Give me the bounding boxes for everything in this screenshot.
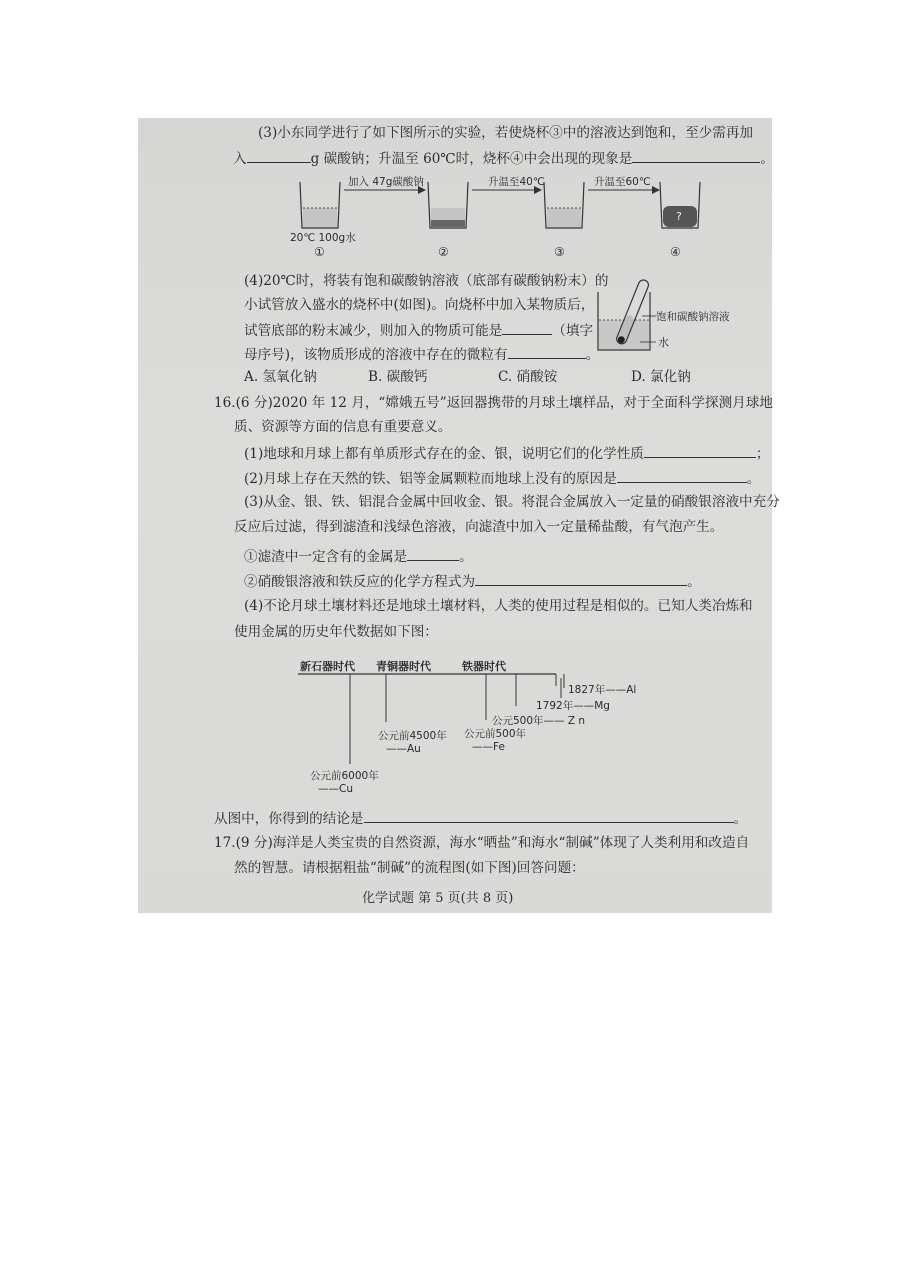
- fe-year-label: 公元前500年: [464, 728, 527, 740]
- tube-label-water: 水: [658, 336, 669, 349]
- answer-blank[interactable]: [644, 443, 756, 458]
- q15-part4-line1: (4)20℃时，将装有饱和碳酸钠溶液（底部有碳酸钠粉末）的: [244, 273, 609, 289]
- era-neolithic: 新石器时代: [300, 660, 355, 673]
- fe-element-label: ——Fe: [472, 741, 505, 753]
- arrow2-label: 升温至40℃: [488, 176, 545, 188]
- beaker-1: [300, 182, 340, 228]
- q16-part4-line2: 使用金属的历史年代数据如下图：: [234, 624, 438, 640]
- q15-part3-line1: (3)小东同学进行了如下图所示的实验，若使烧杯③中的溶液达到饱和，至少需再加: [258, 125, 754, 141]
- q16-part2: (2)月球上存在天然的铁、铝等金属颗粒而地球上没有的原因是 。: [244, 468, 760, 488]
- q15-part4-line3: 试管底部的粉末减少，则加入的物质可能是 （填字: [244, 320, 593, 340]
- answer-blank[interactable]: [364, 808, 734, 823]
- cu-year-label: 公元前6000年: [310, 770, 379, 782]
- option-d: D. 氯化钠: [631, 369, 691, 385]
- au-year-label: 公元前4500年: [378, 730, 447, 742]
- q16-conclusion: 从图中，你得到的结论是 。: [214, 808, 747, 828]
- q16-part4-line1: (4)不论月球土壤材料还是地球土壤材料，人类的使用过程是相似的。已知人类冶炼和: [244, 598, 753, 614]
- beaker-number-4: ④: [670, 245, 681, 259]
- era-iron: 铁器时代: [462, 660, 506, 673]
- arrow3-label: 升温至60℃: [594, 176, 651, 188]
- beaker4-question-mark: ?: [676, 210, 682, 223]
- beaker-number-3: ③: [554, 245, 565, 259]
- tube-label-solution: 饱和碳酸钠溶液: [656, 311, 730, 323]
- answer-blank[interactable]: [617, 468, 747, 483]
- beaker-3: [544, 182, 584, 228]
- era-bronze: 青铜器时代: [376, 660, 431, 673]
- answer-blank[interactable]: [475, 571, 687, 586]
- zn-label: 公元500年—— Z n: [492, 715, 586, 727]
- q15-part4-line2: 小试管放入盛水的烧杯中(如图)。向烧杯中加入某物质后，: [244, 297, 595, 313]
- q15-part3-line2: 入 g 碳酸钠；升温至 60℃时，烧杯④中会出现的现象是 。: [233, 148, 774, 168]
- cu-element-label: ——Cu: [318, 783, 353, 795]
- beaker1-note: 20℃ 100g水: [290, 232, 356, 244]
- answer-blank[interactable]: [508, 344, 586, 359]
- answer-blank[interactable]: [502, 320, 552, 335]
- au-element-label: ——Au: [386, 743, 421, 755]
- option-c: C. 硝酸铵: [498, 369, 558, 385]
- option-a: A. 氢氧化钠: [244, 369, 317, 385]
- q16-part1: (1)地球和月球上都有单质形式存在的金、银，说明它们的化学性质 ；: [244, 443, 769, 463]
- q16-part3-b: ②硝酸银溶液和铁反应的化学方程式为 。: [244, 571, 701, 591]
- answer-blank[interactable]: [632, 148, 760, 163]
- q16-line1: 16.(6 分)2020 年 12 月，“嫦娥五号”返回器携带的月球土壤样品，对于全面科学探测月球地: [214, 395, 773, 411]
- q15-part4-line4: 母序号)，该物质形成的溶液中存在的微粒有 。: [244, 344, 599, 364]
- option-b: B. 碳酸钙: [368, 369, 428, 385]
- q16-part3-line2: 反应后过滤，得到滤渣和浅绿色溶液，向滤渣中加入一定量稀盐酸，有气泡产生。: [234, 519, 724, 535]
- arrow1-label: 加入 47g碳酸钠: [348, 176, 424, 188]
- mg-label: 1792年——Mg: [536, 700, 610, 712]
- q16-part3-a: ①滤渣中一定含有的金属是 。: [244, 546, 473, 566]
- beaker-number-2: ②: [438, 245, 449, 259]
- q17-line2: 然的智慧。请根据粗盐“制碱”的流程图(如下图)回答问题：: [234, 860, 585, 876]
- q16-part3-line1: (3)从金、银、铁、铝混合金属中回收金、银。将混合金属放入一定量的硝酸银溶液中充分: [244, 494, 780, 510]
- beaker-2: [428, 182, 468, 228]
- answer-blank[interactable]: [407, 546, 459, 561]
- scanned-exam-page: [138, 118, 780, 913]
- beaker-number-1: ①: [314, 245, 325, 259]
- page-footer: 化学试题 第 5 页(共 8 页): [362, 891, 514, 906]
- al-label: 1827年——Al: [568, 684, 637, 696]
- answer-blank[interactable]: [247, 148, 311, 163]
- q16-line2: 质、资源等方面的信息有重要意义。: [234, 419, 452, 435]
- q17-line1: 17.(9 分)海洋是人类宝贵的自然资源，海水“晒盐”和海水“制碱”体现了人类利用和改造自: [214, 835, 750, 851]
